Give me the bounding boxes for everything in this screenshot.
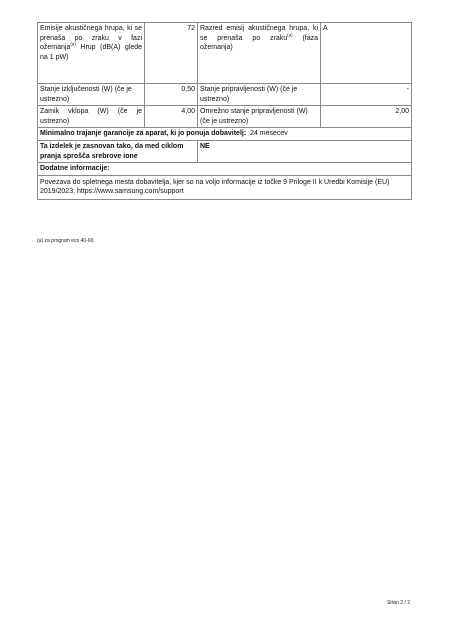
noise-class-label: Razred emisij akustičnega hrupa, ki se prenaša po zraku$^{(a)}$ (faza ožemanja) <box>198 23 321 84</box>
footnote: (a) za program eco 40-60. <box>37 238 95 244</box>
standby-label: Stanje pripravljenosti (W) (če je ustrezno) <box>198 84 321 106</box>
silver-ions-label: Ta izdelek je zasnovan tako, da med ciklom pranja sprošča srebrove ione <box>38 140 198 162</box>
standby-value: - <box>321 84 412 106</box>
network-standby-label: Omrežno stanje pripravljenosti (W) (če je ustrezno) <box>198 106 321 128</box>
additional-info-text: Povezava do spletnega mesta dobavitelja, kjer so na voljo informacije iz točke 9 Priloge II k Uredbi Komisije (EU) 2019/2023: https://www.samsung.com/support <box>38 175 412 199</box>
off-mode-value: 0,50 <box>145 84 198 106</box>
warranty-row <box>38 128 412 141</box>
table-row <box>38 106 412 128</box>
warranty-value: 24 mesecev <box>250 130 288 138</box>
table-row <box>38 128 412 141</box>
noise-emission-label: Emisije akustičnega hrupa, ki se prenaša po zraku v fazi ožemanja$^{(a)}$ Hrup (dB(A) glede na 1 pW) <box>38 23 145 84</box>
table-row <box>38 23 412 84</box>
silver-ions-value: NE <box>198 140 412 162</box>
product-info-table <box>37 22 412 200</box>
warranty-label: Minimalno trajanje garancije za aparat, ki jo ponuja dobavitelj: <box>40 130 247 138</box>
delay-start-label: Zamik vklopa (W) (če je ustrezno) <box>38 106 145 128</box>
noise-emission-value: 72 <box>145 23 198 84</box>
additional-info-label: Dodatne informacije: <box>38 163 412 176</box>
table-row <box>38 175 412 199</box>
table-row <box>38 84 412 106</box>
off-mode-label: Stanje izključenosti (W) (če je ustrezno) <box>38 84 145 106</box>
table-row <box>38 163 412 176</box>
table-row <box>38 140 412 162</box>
noise-class-value: A <box>321 23 412 84</box>
delay-start-value: 4,00 <box>145 106 198 128</box>
page-number: Stran 2 / 2 <box>386 600 410 606</box>
network-standby-value: 2,00 <box>321 106 412 128</box>
